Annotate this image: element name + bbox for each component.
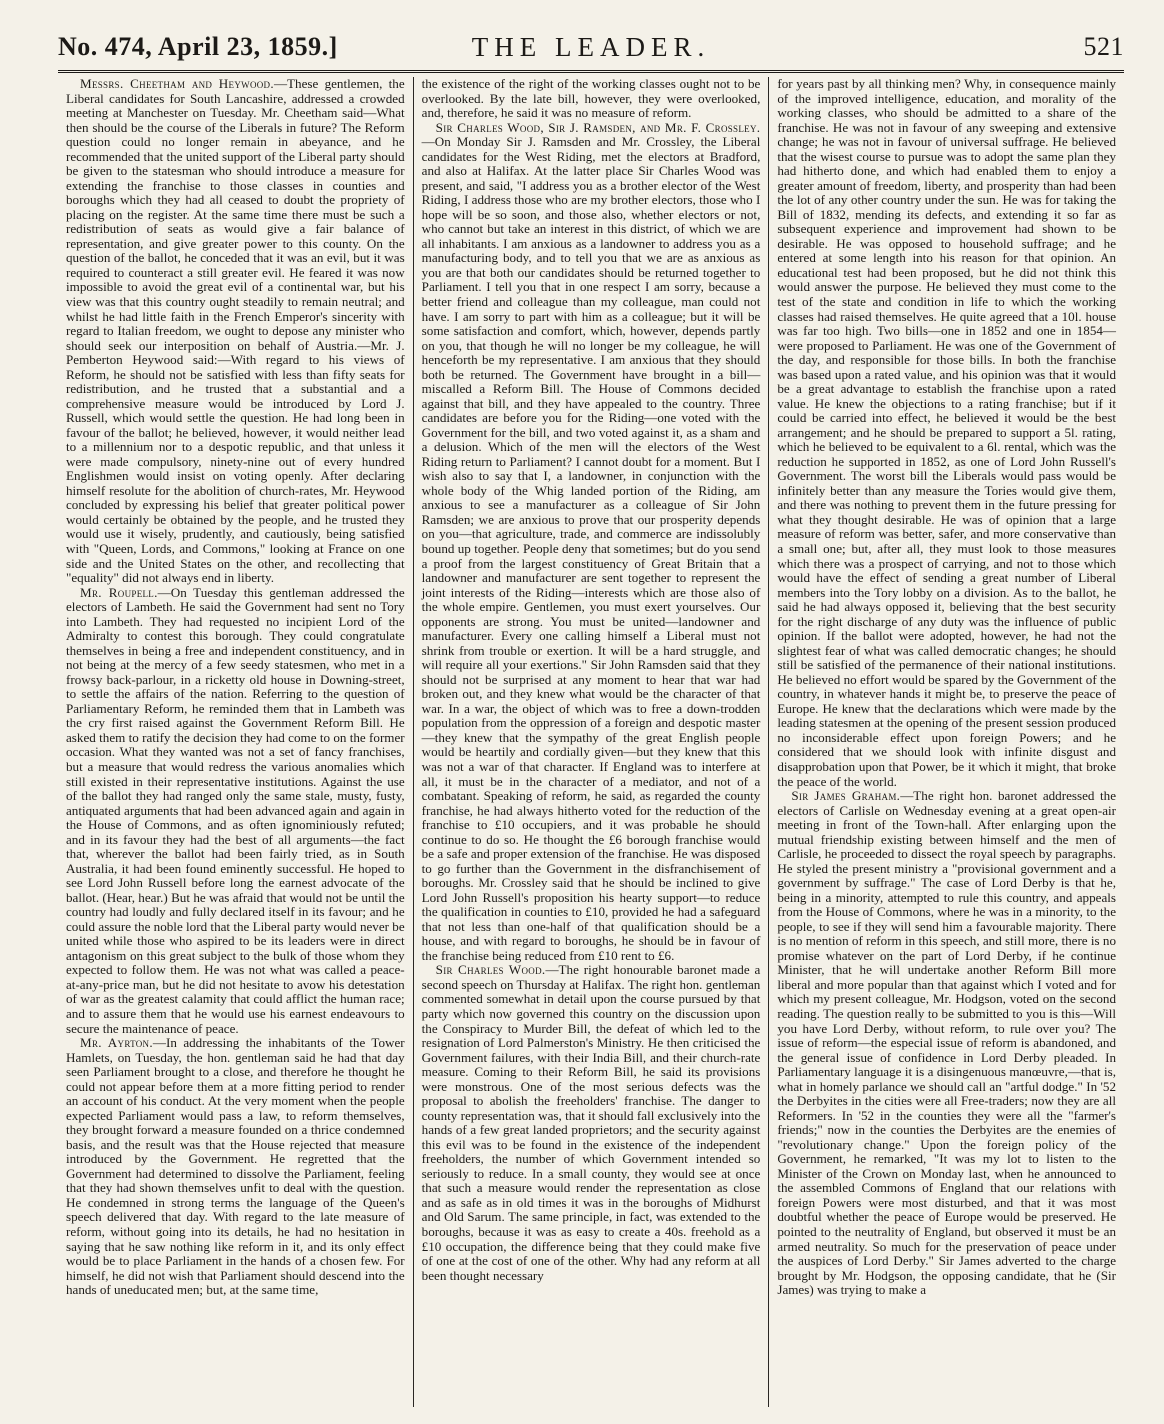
paragraph-continuation	[777, 77, 1116, 789]
paragraph-continuation	[422, 77, 761, 121]
paragraph-text: —In addressing the inhabitants of the Tower Hamlets, on Tuesday, the hon. gentleman said he had that day seen Parliament brought to a close, and therefore he thought he could not appear before them at a more fitting period to render an account of his conduct. At the very moment when the people expected Parliament would pass a law, to reform themselves, they brought forward a measure founded on a thrice condemned basis, and the result was that the House rejected that measure introduced by the Government. He regretted that the Government had determined to dissolve the Parliament, feeling that they had shown themselves unfit to deal with the question. He condemned in strong terms the language of the Queen's speech delivered that day. With regard to the late measure of reform, without going into its details, he had no hesitation in saying that he saw nothing like reform in it, and its only effect would be to place Parliament in the hands of a chosen few. For himself, he did not wish that Parliament should descend into the hands of uneducated men; but, at the same time,	[66, 1035, 405, 1298]
newspaper-title: THE LEADER.	[471, 32, 711, 62]
paragraph-lead: Mr. Roupell.	[80, 584, 158, 600]
issue-date: No. 474, April 23, 1859.]	[58, 32, 338, 61]
paragraph-graham	[777, 789, 1116, 1298]
paragraph-lead: Mr. Ayrton.	[80, 1035, 153, 1051]
article-columns	[58, 77, 1124, 1407]
paragraph-cheetham-heywood	[66, 77, 405, 586]
paragraph-ayrton	[66, 1036, 405, 1298]
paragraph-text: —The right honourable baronet made a second speech on Thursday at Halifax. The right hon. gentleman commented somewhat in detail upon the course pursued by that party which now governed this country on the discussion upon the Conspiracy to Murder Bill, the defeat of which led to the resignation of Lord Palmerston's Ministry. He then criticised the Government failures, with their India Bill, and their church-rate measure. Coming to their Reform Bill, he said its provisions were monstrous. One of the most serious defects was the proposal to abolish the freeholders' franchise. The danger to county representation was, that it should fall exclusively into the hands of a few great landed proprietors; and the security against this evil was to be found in the existence of the independent freeholders, the number of which Government intended so seriously to reduce. In a small county, they would see at once that such a measure would render the representation as close and as safe as in old times it was in the boroughs of Midhurst and Old Sarum. The same principle, in fact, was extended to the boroughs, because it was as easy to create a 40s. freehold as a £10 occupation, the difference being that they could make five of one at the cost of one of the other. Why had any reform at all been thought necessary	[421, 962, 761, 1283]
paragraph-lead: Sir Charles Wood.	[435, 962, 546, 978]
paragraph-lead: Sir Charles Wood, Sir J. Ramsden, and Mr. F. Crossley.	[435, 119, 761, 135]
masthead	[58, 26, 1124, 68]
paragraph-wood-ramsden-crossley	[422, 121, 761, 964]
column-3	[768, 77, 1124, 1407]
paragraph-text: for years past by all thinking men? Why, in consequence mainly of the improved intelligence, education, and morality of the working classes, who should be admitted to a share of the franchise. He was not in favour of any sweeping and extensive change; he was not in favour of universal suffrage. He believed that the wisest course to pursue was to adopt the same plan they had hitherto done, and which had enabled them to enjoy a greater amount of freedom, liberty, and prosperity than had been the lot of any other country under the sun. He was for taking the Bill of 1832, mending its defects, and extending it so far as subsequent experience and improvement had shown to be desirable. He was opposed to household suffrage; and he entered at some length into his reason for that opinion. An educational test had been proposed, but he did not think this would answer the purpose. He believed they must come to the test of the state and condition in life to which the working classes had raised themselves. He quite agreed that a 10l. house was far too high. Two bills—one in 1852 and one in 1854—were proposed to Parliament. He was one of the Government of the day, and responsible for those bills. In both the franchise was based upon a rated value, and his opinion was that it would be a great advantage to establish the franchise upon a rated value. He knew the objections to a rating franchise; but if it could be carried into effect, he believed it would be the best arrangement; and he should be prepared to support a 5l. rating, which he believed to be equivalent to a 6l. rental, which was the reduction he supported in 1852, as one of Lord John Russell's Government. The worst bill the Liberals would pass would be infinitely better than any measure the Tories would give them, and there was nothing to prevent them in the future pressing for what they thought desirable. He was of opinion that a large measure of reform was better, safer, and more conservative than a small one; but, after all, they must look to those measures which there was a prospect of carrying, and not to those which would have the effect of sending a great number of Liberal members into the Tory lobby on a division. As to the ballot, he said he had always opposed it, believing that the best security for the right discharge of any duty was the influence of public opinion. If the ballot were adopted, however, he had not the slightest fear of what was called democratic changes; he should still be satisfied of the permanence of their national institutions. He believed no effort would be spared by the Government of the country, in whatever hands it might be, to preserve the peace of Europe. He knew that the declarations which were made by the leading statesmen at the opening of the present session produced no inconsiderable effect upon foreign Powers; and he considered that we should look with infinite disgust and disapprobation upon that Power, be it which it might, that broke the peace of the world.	[777, 77, 1117, 789]
column-1	[58, 77, 413, 1407]
paragraph-text: the existence of the right of the working classes ought not to be overlooked. By the late bill, however, they were overlooked, and, therefore, he said it was no measure of reform.	[421, 77, 761, 121]
paragraph-wood	[422, 963, 761, 1283]
header-rule	[58, 70, 1124, 73]
column-2	[413, 77, 769, 1407]
paragraph-text: —The right hon. baronet addressed the electors of Carlisle on Wednesday evening at a great open-air meeting in front of the Town-hall. After enlarging upon the mutual friendship existing between himself and the men of Carlisle, he proceeded to dissect the royal speech by paragraphs. He styled the present ministry a "provisional government and a government by suffrage." The case of Lord Derby is that he, being in a minority, attempted to rule this country, and appeals from the House of Commons, where he was in a minority, to the people, to see if they will send him a favourable majority. There is no mention of reform in this speech, and still more, there is no promise whatever on the part of Lord Derby, if he continue Minister, that he will undertake another Reform Bill more liberal and more popular than that against which I voted and for which my present colleague, Mr. Hodgson, voted on the second reading. The question really to be submitted to you is this—Will you have Lord Derby, without reform, to rule over you? The issue of reform—the especial issue of reform is abandoned, and the general issue of confidence in Lord Derby pleaded. In Parliamentary language it is a disingenuous manœuvre,—that is, what in homely parlance we should call an "artful dodge." In '52 the Derbyites in the cities were all Free-traders; now they are all Reformers. In '52 in the counties they were all the "farmer's friends;" now in the counties the Derbyites are the enemies of "revolutionary change." Upon the foreign policy of the Government, he remarked, "It was my lot to listen to the Minister of the Crown on Monday last, when he announced to the assembled Commons of England that our relations with foreign Powers were most disturbed, and that it was most doubtful whether the peace of Europe would be preserved. He pointed to the neutrality of England, but observed it must be an armed neutrality. So much for the preservation of peace under the auspices of Lord Derby." Sir James adverted to the charge brought by Mr. Hodgson, the opposing candidate, that he (Sir James) was trying to make a	[777, 788, 1117, 1298]
paragraph-text: —These gentlemen, the Liberal candidates for South Lancashire, addressed a crowded meeting at Manchester on Tuesday. Mr. Cheetham said—What then should be the course of the Liberals in future? The Reform question could no longer remain in abeyance, and he recommended that the united support of the Liberal party should be given to the statesman who should introduce a measure for extending the franchise to those classes in counties and boroughs which they had all ceased to doubt the propriety of placing on the register. At the same time there must be such a redistribution of seats as would give a fair balance of representation, and give greater power to this county. On the question of the ballot, he conceded that it was an evil, but it was required to counteract a still greater evil. He feared it was now impossible to avoid the great evil of a continental war, but his view was that this country ought steadily to remain neutral; and whilst he had little faith in the French Emperor's sincerity with regard to Italian freedom, we ought to depose any minister who should seek our interposition on behalf of Austria.—Mr. J. Pemberton Heywood said:—With regard to his views of Reform, he should not be satisfied with less than fifty seats for redistribution, and he trusted that a substantial and a comprehensive measure would be introduced by Lord J. Russell, which would settle the question. He had long been in favour of the ballot; he believed, however, it would neither lead to a millennium nor to a despotic republic, and that unless it were made compulsory, ninety-nine out of every hundred Englishmen would insist on voting openly. After declaring himself resolute for the abolition of church-rates, Mr. Heywood concluded by expressing his belief that greater political power would certainly be obtained by the people, and he trusted they would use it wisely, prudently, and cautiously, being satisfied with "Queen, Lords, and Commons," looking at France on one side and the United States on the other, and recollecting that "equality" did not always end in liberty.	[66, 77, 405, 586]
paragraph-text: —On Tuesday this gentleman addressed the electors of Lambeth. He said the Government had sent no Tory into Lambeth. They had requested no incipient Lord of the Admiralty to contest this borough. They could congratulate themselves in being a free and independent constituency, and in not being at the mercy of a few seedy statesmen, who met in a frowsy back-parlour, in a ricketty old house in Downing-street, to settle the affairs of the nation. Referring to the question of Parliamentary Reform, he reminded them that in Lambeth was the cry first raised against the Government Reform Bill. He asked them to ratify the decision they had come to on the former occasion. What they wanted was not a set of fancy franchises, but a measure that would redress the various anomalies which still existed in their representative institutions. Against the use of the ballot they had ranged only the same stale, musty, fusty, antiquated arguments that had been advanced again and again in the House of Commons, and as often ignominiously refuted; and in its favour they had the best of all arguments—the fact that, wherever the ballot had been fairly tried, as in South Australia, it had been found eminently successful. He hoped to see Lord John Russell before long the earnest advocate of the ballot. (Hear, hear.) But he was afraid that would not be until the country had loudly and fully declared itself in its favour; and he could assure the noble lord that the Liberal party would never be united while those who aspired to be its leaders were in direct antagonism on this great subject to the bulk of those whom they expected to follow them. He was not what was called a peace-at-any-price man, but he did not hesitate to avow his detestation of war as the greatest calamity that could afflict the human race; and to assure them that he would use his earnest endeavours to secure the maintenance of peace.	[66, 584, 405, 1036]
paragraph-lead: Messrs. Cheetham and Heywood.	[80, 77, 274, 91]
paragraph-lead: Sir James Graham.	[791, 788, 901, 804]
page-number: 521	[1083, 32, 1124, 61]
paragraph-roupell	[66, 586, 405, 1036]
paragraph-text: —On Monday Sir J. Ramsden and Mr. Crossley, the Liberal candidates for the West Riding, met the electors at Bradford, and also at Halifax. At the latter place Sir Charles Wood was present, and said, "I address you as a brother elector of the West Riding, I address those who are my brother electors, those who I hope will be so soon, and those also, whether electors or not, who cannot but take an interest in this district, of which we are all inhabitants. I am anxious as a landowner to address you as a manufacturing body, and to tell you that we are as anxious as you are that both our candidates should be returned together to Parliament. I tell you that in one respect I am sorry, because a better friend and colleague than my colleague, man could not have. I am sorry to part with him as a colleague; but it will be some satisfaction and comfort, which, however, depends partly on you, that though he will no longer be my colleague, he will henceforth be my representative. I am anxious that they should both be returned. The Government have brought in a bill—miscalled a Reform Bill. The House of Commons decided against that bill, and they have appealed to the country. Three candidates are before you for the Riding—one voted with the Government for the bill, and two voted against it, as a sham and a delusion. Which of the men will the electors of the West Riding return to Parliament? I cannot doubt for a moment. But I wish also to say that I, a landowner, in conjunction with the whole body of the Whig landed portion of the Riding, am anxious to see a manufacturer as a colleague of Sir John Ramsden; we are anxious to prove that our prosperity depends on you—that agriculture, trade, and commerce are indissolubly bound up together. People deny that sometimes; but do you send a proof from the largest constituency of Great Britain that a landowner and manufacturer are sent together to represent the joint interests of the Riding—interests which are those also of the whole empire. Gentlemen, you must exert yourselves. Our opponents are strong. You must be united—landowner and manufacturer. Every one calling himself a Liberal must not shrink from trouble or exertion. It will be a hard struggle, and will require all your exertions." Sir John Ramsden said that they should not be surprised at any moment to hear that war had broken out, and they knew what would be the character of that war. In a war, the object of which was to free a down-trodden population from the oppression of a foreign and despotic master—they knew that the sympathy of the great English people would be heartily and cordially given—but they knew that this was not a war of that character. If England was to interfere at all, it must be in the character of a mediator, and not of a combatant. Speaking of reform, he said, as regarded the county franchise, he had always hitherto voted for the reduction of the franchise to £10 occupiers, and it was probable he should continue to do so. He thought the £6 borough franchise would be a safe and proper extension of the franchise. He was disposed to go further than the Government in the disfranchisement of boroughs. Mr. Crossley said that he should be inclined to give Lord John Russell's proposition his hearty support—to reduce the qualification in counties to £10, provided he had a safeguard that not less than one-half of that qualification should be a house, and with regard to boroughs, he should be in favour of the franchise being reduced from £10 rent to £6.	[421, 134, 761, 963]
